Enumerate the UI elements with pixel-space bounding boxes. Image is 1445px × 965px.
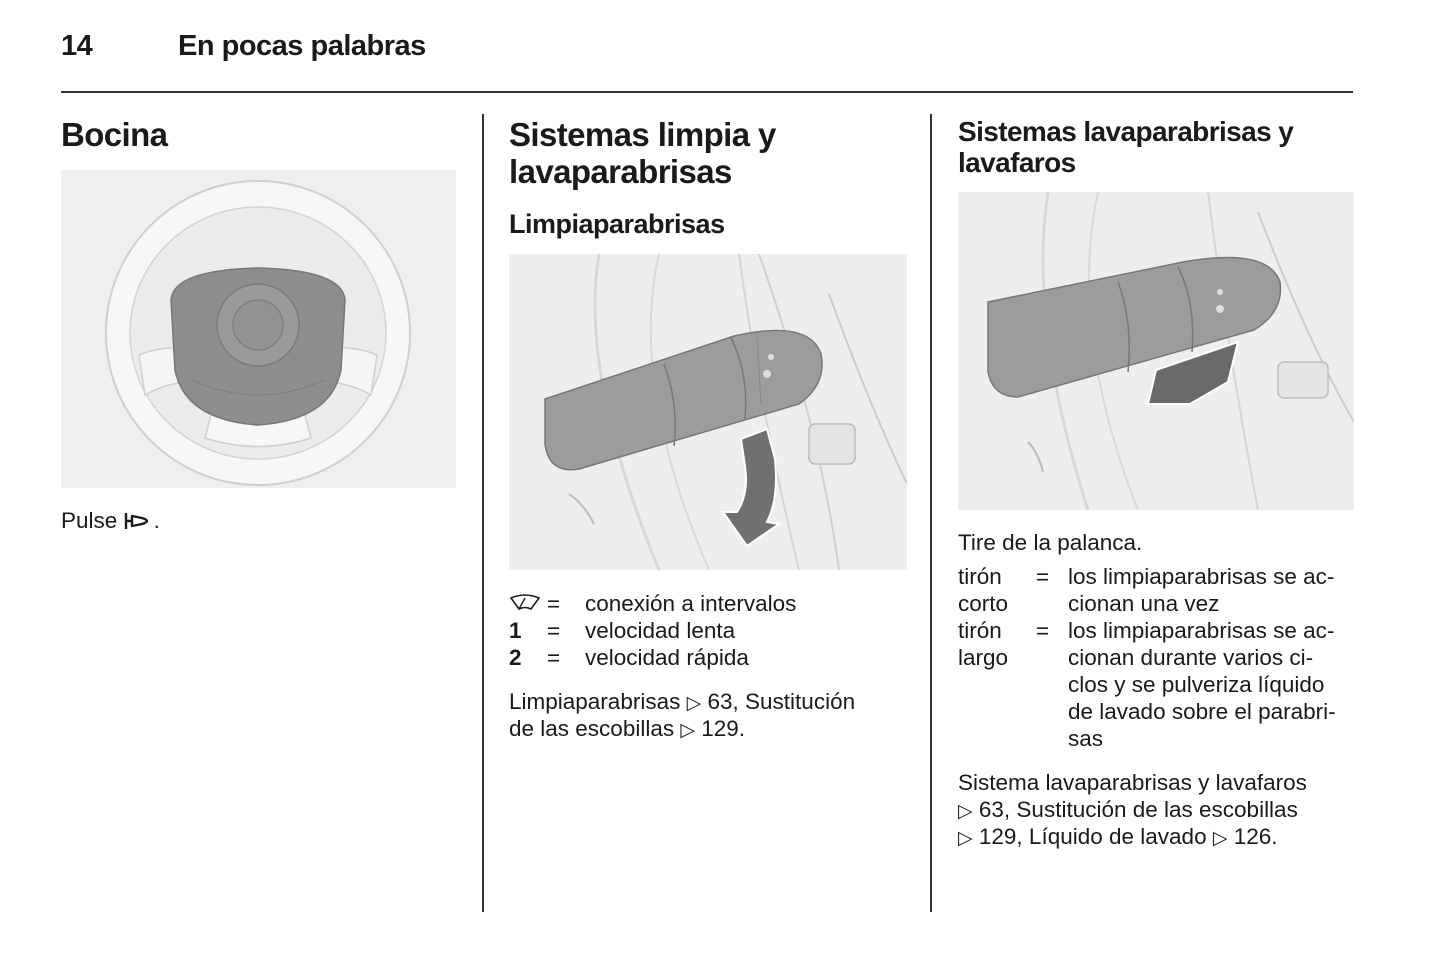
- xref-text: de las escobillas: [509, 716, 675, 741]
- legend-eq: =: [547, 591, 561, 616]
- legend-row-slow: [509, 617, 907, 644]
- term-line: tirón: [958, 564, 1002, 589]
- wipers-subtitle: Limpiaparabrisas: [509, 209, 725, 239]
- def-line: clos y se pulveriza líquido: [1068, 672, 1325, 697]
- def-line: cionan una vez: [1068, 591, 1220, 616]
- column-divider-2: [930, 114, 932, 912]
- page-number: 14: [61, 30, 93, 62]
- horn-section: [61, 112, 456, 537]
- header-divider: [61, 91, 1353, 93]
- legend-value: conexión a intervalos: [585, 591, 797, 616]
- xref-page[interactable]: 129.: [701, 716, 746, 741]
- wipers-title-line2: lavaparabrisas: [509, 153, 732, 190]
- legend-value: velocidad rápida: [585, 645, 749, 670]
- washer-lever-illustration: [958, 192, 1354, 510]
- wipers-title: [509, 116, 907, 190]
- term-line: largo: [958, 645, 1009, 670]
- horn-instruction-prefix: Pulse: [61, 508, 118, 533]
- xref-page[interactable]: 129, Líquido de lavado: [978, 824, 1207, 849]
- steering-wheel-illustration: [61, 170, 456, 488]
- term-line: corto: [958, 591, 1009, 616]
- wiper-lever-illustration: [509, 254, 907, 570]
- xref-text: Sistema lavaparabrisas y lavafaros: [958, 770, 1307, 795]
- legend-row-fast: [509, 644, 907, 671]
- horn-title: Bocina: [61, 116, 168, 153]
- definition-long-pull: [958, 617, 1354, 752]
- page-reference-arrow-icon: ▷: [686, 693, 702, 714]
- definition-short-pull: [958, 563, 1354, 617]
- legend-row-interval: [509, 590, 907, 617]
- def-line: los limpiaparabrisas se ac-: [1068, 564, 1335, 589]
- xref-page[interactable]: 63, Sustitución: [707, 689, 856, 714]
- washers-title-line1: Sistemas lavaparabrisas y: [958, 116, 1294, 147]
- washers-title: [958, 116, 1354, 178]
- wiper-interval-icon: [509, 590, 547, 617]
- chapter-title: En pocas palabras: [178, 30, 426, 62]
- wipers-cross-reference: [509, 688, 907, 742]
- horn-instruction: [61, 507, 456, 537]
- definition-term: [958, 563, 1036, 617]
- washers-title-line2: lavafaros: [958, 147, 1076, 178]
- definition-eq: =: [1036, 618, 1050, 643]
- def-line: cionan durante varios ci-: [1068, 645, 1314, 670]
- legend-eq: =: [547, 618, 561, 643]
- definition-text: [1068, 617, 1354, 752]
- page-reference-arrow-icon: ▷: [680, 720, 695, 741]
- xref-text: Limpiaparabrisas: [509, 689, 681, 714]
- page-reference-arrow-icon: ▷: [958, 828, 973, 849]
- page-header: [61, 30, 1353, 90]
- legend-key: 2: [509, 645, 522, 670]
- def-line: de lavado sobre el parabri-: [1068, 699, 1336, 724]
- horn-icon: [124, 510, 154, 537]
- definition-text: [1068, 563, 1354, 617]
- wipers-section: [509, 112, 907, 742]
- washers-cross-reference: [958, 769, 1354, 850]
- def-line: sas: [1068, 726, 1104, 751]
- washers-section: [958, 112, 1354, 850]
- page-reference-arrow-icon: ▷: [958, 801, 973, 822]
- legend-key: 1: [509, 618, 522, 643]
- washers-instruction: Tire de la palanca.: [958, 530, 1143, 555]
- wipers-title-line1: Sistemas limpia y: [509, 116, 776, 153]
- def-line: los limpiaparabrisas se ac-: [1068, 618, 1335, 643]
- horn-instruction-suffix: .: [153, 508, 160, 533]
- definition-eq: =: [1036, 564, 1050, 589]
- washers-definitions: [958, 563, 1354, 752]
- xref-page[interactable]: 63, Sustitución de las escobillas: [978, 797, 1298, 822]
- page-reference-arrow-icon: ▷: [1212, 828, 1228, 849]
- wiper-legend: [509, 590, 907, 671]
- legend-eq: =: [547, 645, 561, 670]
- term-line: tirón: [958, 618, 1002, 643]
- xref-page[interactable]: 126.: [1233, 824, 1278, 849]
- column-divider-1: [482, 114, 484, 912]
- definition-term: [958, 617, 1036, 752]
- legend-value: velocidad lenta: [585, 618, 736, 643]
